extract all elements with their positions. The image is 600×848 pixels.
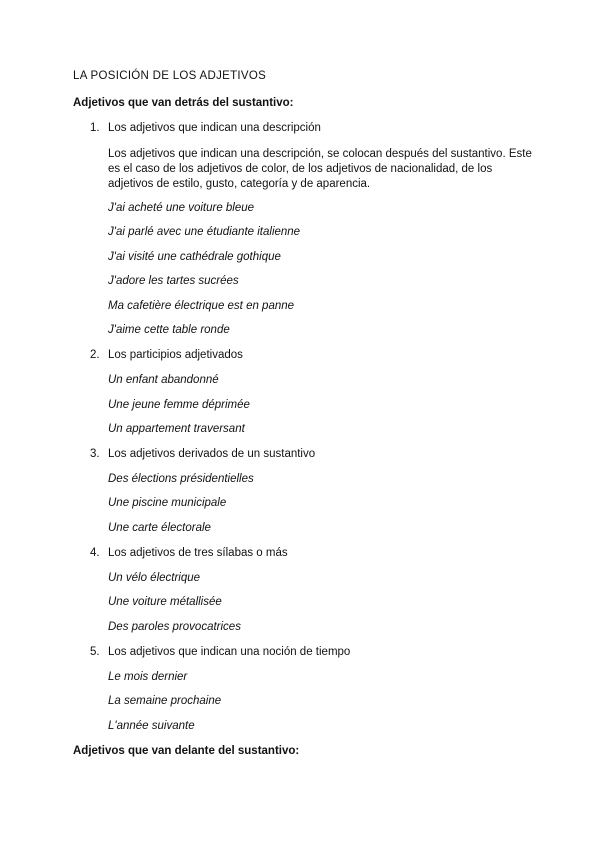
- list-number: 2.: [90, 349, 100, 361]
- example-sentence: L'année suivante: [108, 720, 195, 732]
- example-sentence: J'adore les tartes sucrées: [108, 275, 239, 287]
- section-heading-after-noun: Adjetivos que van detrás del sustantivo:: [73, 97, 294, 109]
- example-sentence: J'ai visité une cathédrale gothique: [108, 251, 281, 263]
- list-item-label: Los adjetivos derivados de un sustantivo: [108, 448, 316, 460]
- list-item-label: Los adjetivos que indican una descripción: [108, 122, 321, 134]
- description-paragraph: Los adjetivos que indican una descripción, se colocan después del sustantivo. Este es el caso de los adjetivos de color, de los adjetivos de nacionalidad, de los adjetivos de estilo, gusto, categoría y de aparencia.: [108, 148, 532, 190]
- example-sentence: Une carte électorale: [108, 522, 211, 534]
- list-item-label: Los participios adjetivados: [108, 349, 243, 361]
- list-number: 4.: [90, 547, 100, 559]
- document-title: LA POSICIÓN DE LOS ADJETIVOS: [73, 70, 267, 82]
- example-sentence: J'ai parlé avec une étudiante italienne: [108, 226, 301, 238]
- example-sentence: Une voiture métallisée: [108, 596, 222, 608]
- list-number: 1.: [90, 122, 100, 134]
- list-item-label: Los adjetivos de tres sílabas o más: [108, 547, 288, 559]
- example-sentence: Ma cafetière électrique est en panne: [108, 300, 295, 312]
- example-sentence: Un appartement traversant: [108, 423, 245, 435]
- example-sentence: Un enfant abandonné: [108, 374, 219, 386]
- list-item-label: Los adjetivos que indican una noción de tiempo: [108, 646, 351, 658]
- section-heading-before-noun: Adjetivos que van delante del sustantivo:: [73, 745, 300, 757]
- example-sentence: Des élections présidentielles: [108, 473, 254, 485]
- example-sentence: J'ai acheté une voiture bleue: [108, 202, 255, 214]
- list-number: 3.: [90, 448, 100, 460]
- list-number: 5.: [90, 646, 100, 658]
- example-sentence: Un vélo électrique: [108, 572, 201, 584]
- example-sentence: Une jeune femme déprimée: [108, 399, 250, 411]
- example-sentence: Des paroles provocatrices: [108, 621, 241, 633]
- example-sentence: J'aime cette table ronde: [108, 324, 230, 336]
- example-sentence: Une piscine municipale: [108, 497, 227, 509]
- example-sentence: Le mois dernier: [108, 671, 188, 683]
- example-sentence: La semaine prochaine: [108, 695, 222, 707]
